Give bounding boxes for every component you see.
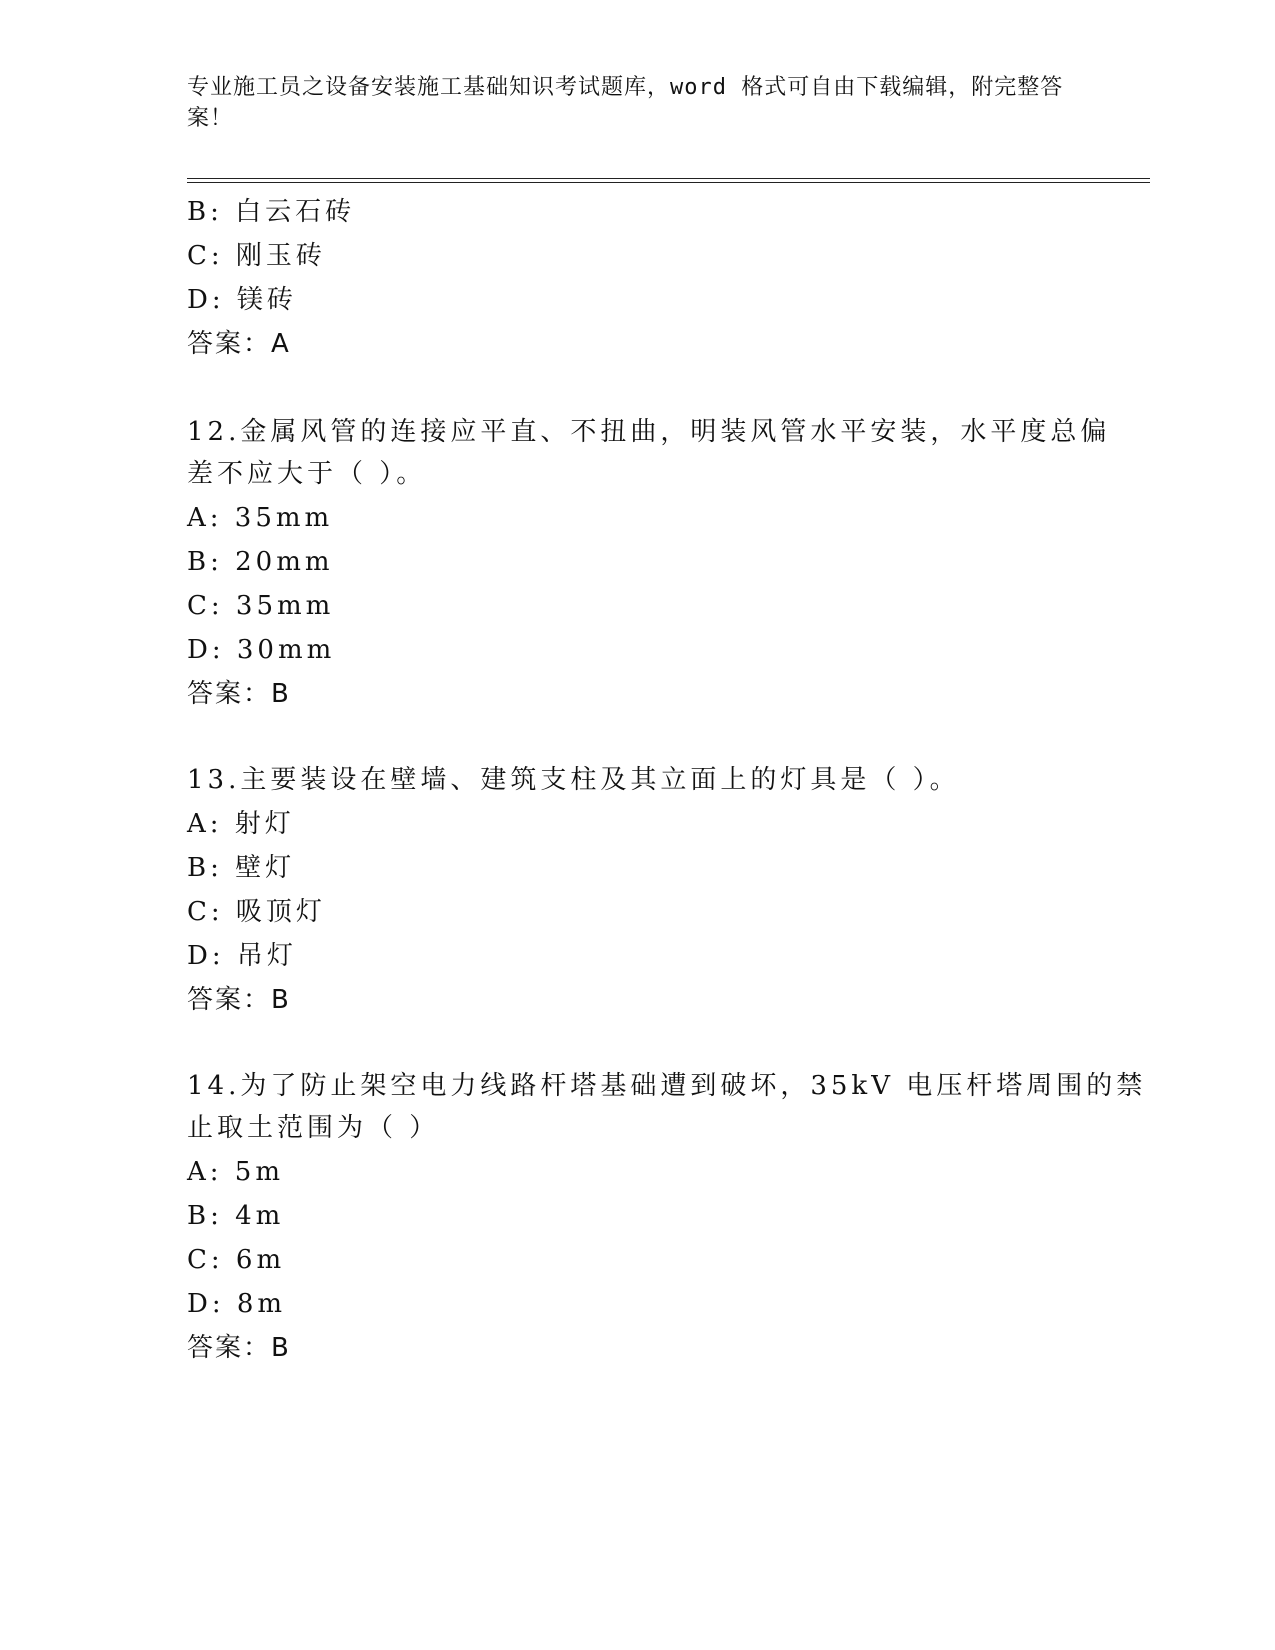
- q14-option-c: C: 6m: [187, 1245, 286, 1275]
- q13-stem-line-1: 13.主要装设在壁墙、建筑支柱及其立面上的灯具是（ ）。: [187, 765, 960, 795]
- q11-option-d: D: 镁砖: [187, 285, 297, 315]
- document-header: 专业施工员之设备安装施工基础知识考试题库，word 格式可自由下载编辑，附完整答案！: [187, 75, 1064, 131]
- q13-option-a: A: 射灯: [187, 809, 295, 839]
- q12-option-c: C: 35mm: [187, 591, 335, 621]
- header-divider: [187, 178, 1150, 179]
- header-divider-secondary: [187, 182, 1150, 183]
- q14-answer: 答案：B: [187, 1333, 291, 1363]
- q14-stem-line-1: 14.为了防止架空电力线路杆塔基础遭到破坏，35kV 电压杆塔周围的禁: [187, 1071, 1147, 1101]
- q14-option-a: A: 5m: [187, 1157, 284, 1187]
- q14-stem-line-2: 止取土范围为（ ）: [187, 1113, 440, 1143]
- q12-option-d: D: 30mm: [187, 635, 336, 665]
- q13-option-c: C: 吸顶灯: [187, 897, 326, 927]
- q12-option-a: A: 35mm: [187, 503, 334, 533]
- q12-option-b: B: 20mm: [187, 547, 334, 577]
- q14-option-d: D: 8m: [187, 1289, 287, 1319]
- q11-answer: 答案：A: [187, 329, 291, 359]
- q11-option-c: C: 刚玉砖: [187, 241, 326, 271]
- q12-stem-line-2: 差不应大于（ ）。: [187, 459, 427, 489]
- q12-answer: 答案：B: [187, 679, 291, 709]
- q13-option-d: D: 吊灯: [187, 941, 297, 971]
- q14-option-b: B: 4m: [187, 1201, 285, 1231]
- q13-option-b: B: 壁灯: [187, 853, 296, 883]
- q12-stem-line-1: 12.金属风管的连接应平直、不扭曲，明装风管水平安装，水平度总偏: [187, 417, 1111, 447]
- q11-option-b: B: 白云石砖: [187, 197, 356, 227]
- q13-answer: 答案：B: [187, 985, 291, 1015]
